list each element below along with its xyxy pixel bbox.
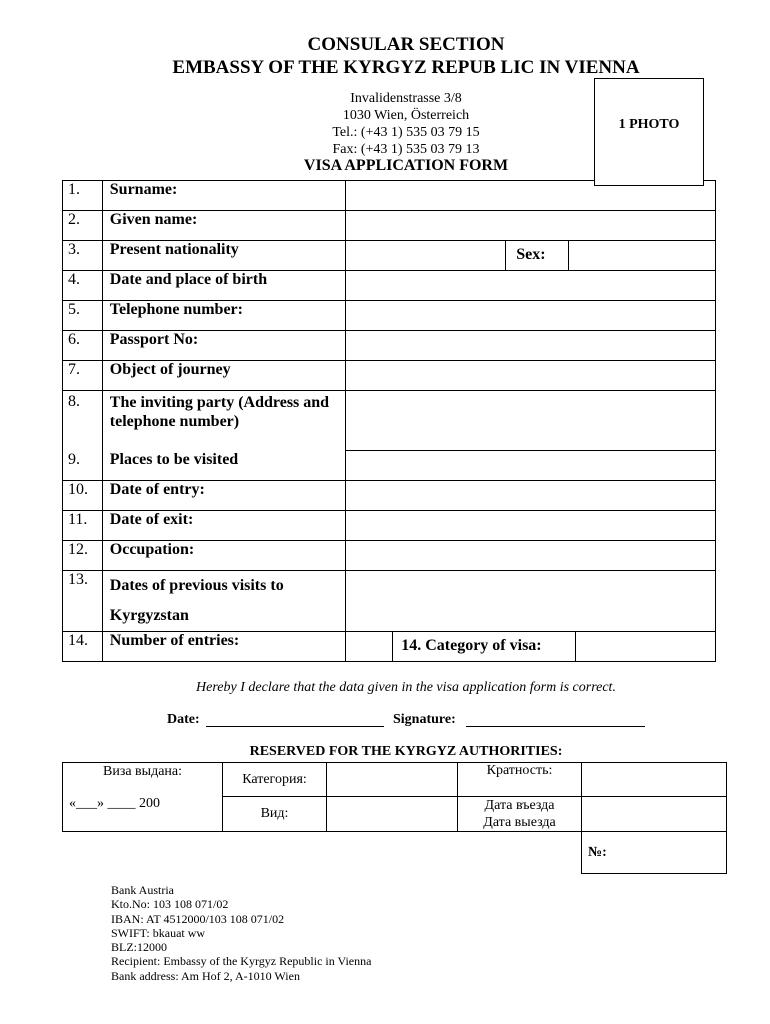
declaration-text: Hereby I declare that the data given in the visa application form is correct. [196, 680, 616, 695]
visa-issued-date: «___» ____ 200 [69, 796, 160, 811]
date-label: Date: [167, 712, 200, 727]
given-name-label: Given name: [102, 211, 345, 241]
recipient: Recipient: Embassy of the Kyrgyz Republic in Vienna [111, 954, 372, 969]
row-number: 12. [63, 541, 103, 571]
exit-date-label-ru: Дата выезда [483, 815, 556, 830]
row-number: 4. [63, 271, 103, 301]
multiplicity-field[interactable] [582, 763, 727, 797]
bank-details [111, 883, 371, 983]
photo-box [594, 78, 704, 186]
date-line[interactable] [206, 726, 384, 727]
category-label: Категория: [223, 763, 327, 797]
passport-label: Passport No: [102, 331, 345, 361]
row-number: 3. [63, 241, 103, 271]
previous-visits-label [102, 571, 345, 632]
journey-object-label: Object of journey [102, 361, 345, 391]
iban: IBAN: AT 4512000/103 108 071/02 [111, 911, 285, 926]
address-line: 1030 Wien, Österreich [342, 108, 470, 123]
row-number: 2. [63, 211, 103, 241]
row-number: 9. [63, 451, 103, 481]
fax-line: Fax: (+43 1) 535 03 79 13 [332, 142, 480, 157]
kind-field[interactable] [327, 797, 458, 832]
entries-field[interactable] [346, 632, 716, 662]
form-title: VISA APPLICATION FORM [303, 157, 509, 174]
telephone-label: Telephone number: [102, 301, 345, 331]
blz: BLZ:12000 [111, 940, 167, 955]
row-number: 11. [63, 511, 103, 541]
nationality-label: Present nationality [102, 241, 345, 271]
kind-label: Вид: [223, 797, 327, 832]
entry-date-label: Date of entry: [102, 481, 345, 511]
swift: SWIFT: bkauat ww [111, 925, 206, 940]
visa-application-table [62, 180, 716, 662]
address-line: Invalidenstrasse 3/8 [350, 91, 462, 106]
bank-name: Bank Austria [111, 883, 174, 897]
birth-field[interactable] [346, 271, 716, 301]
photo-label: 1 PHOTO [618, 117, 680, 132]
inviting-party-field[interactable] [346, 391, 716, 451]
given-name-field[interactable] [346, 211, 716, 241]
passport-field[interactable] [346, 331, 716, 361]
row-number: 14. [63, 632, 103, 662]
embassy-section-title: CONSULAR SECTION [307, 34, 505, 55]
row-number: 10. [63, 481, 103, 511]
entries-label: Number of entries: [102, 632, 345, 662]
row-number: 5. [63, 301, 103, 331]
number-field[interactable]: №: [582, 832, 727, 874]
telephone-field[interactable] [346, 301, 716, 331]
row-number: 6. [63, 331, 103, 361]
previous-visits-label-line1: Dates of previous visits to [109, 577, 284, 594]
telephone-line: Tel.: (+43 1) 535 03 79 15 [332, 125, 480, 140]
multiplicity-label: Кратность: [458, 763, 582, 797]
previous-visits-field[interactable] [346, 571, 716, 632]
signature-label: Signature: [393, 712, 456, 727]
category-field[interactable] [327, 763, 458, 797]
entry-exit-labels [458, 797, 582, 832]
exit-date-field[interactable] [346, 511, 716, 541]
visa-issued-cell [63, 763, 223, 832]
row-number: 8. [63, 391, 103, 451]
birth-label: Date and place of birth [102, 271, 345, 301]
reserved-title: RESERVED FOR THE KYRGYZ AUTHORITIES: [249, 744, 563, 759]
sex-label: Sex: [505, 240, 569, 270]
exit-date-label: Date of exit: [102, 511, 345, 541]
visa-issued-label: Виза выдана: [102, 764, 183, 779]
nationality-field[interactable] [346, 241, 716, 271]
entry-date-field[interactable] [346, 481, 716, 511]
signature-line[interactable] [466, 726, 645, 727]
reserved-table [62, 762, 727, 874]
inviting-party-label: The inviting party (Address and telephone number) [102, 391, 345, 451]
row-number: 7. [63, 361, 103, 391]
places-field[interactable] [346, 451, 716, 481]
surname-label: Surname: [102, 181, 345, 211]
entry-exit-field[interactable] [582, 797, 727, 832]
previous-visits-label-line2: Kyrgyzstan [109, 607, 189, 624]
visa-category-label: 14. Category of visa: [392, 631, 576, 662]
journey-object-field[interactable] [346, 361, 716, 391]
account-number: Kto.No: 103 108 071/02 [111, 897, 229, 912]
places-label: Places to be visited [102, 451, 345, 481]
occupation-field[interactable] [346, 541, 716, 571]
row-number: 13. [63, 571, 103, 632]
row-number: 1. [63, 181, 103, 211]
bank-address: Bank address: Am Hof 2, A-1010 Wien [111, 968, 300, 983]
occupation-label: Occupation: [102, 541, 345, 571]
embassy-name: EMBASSY OF THE KYRGYZ REPUB LIC IN VIENNA [172, 57, 640, 78]
entry-date-label-ru: Дата въезда [484, 798, 555, 813]
